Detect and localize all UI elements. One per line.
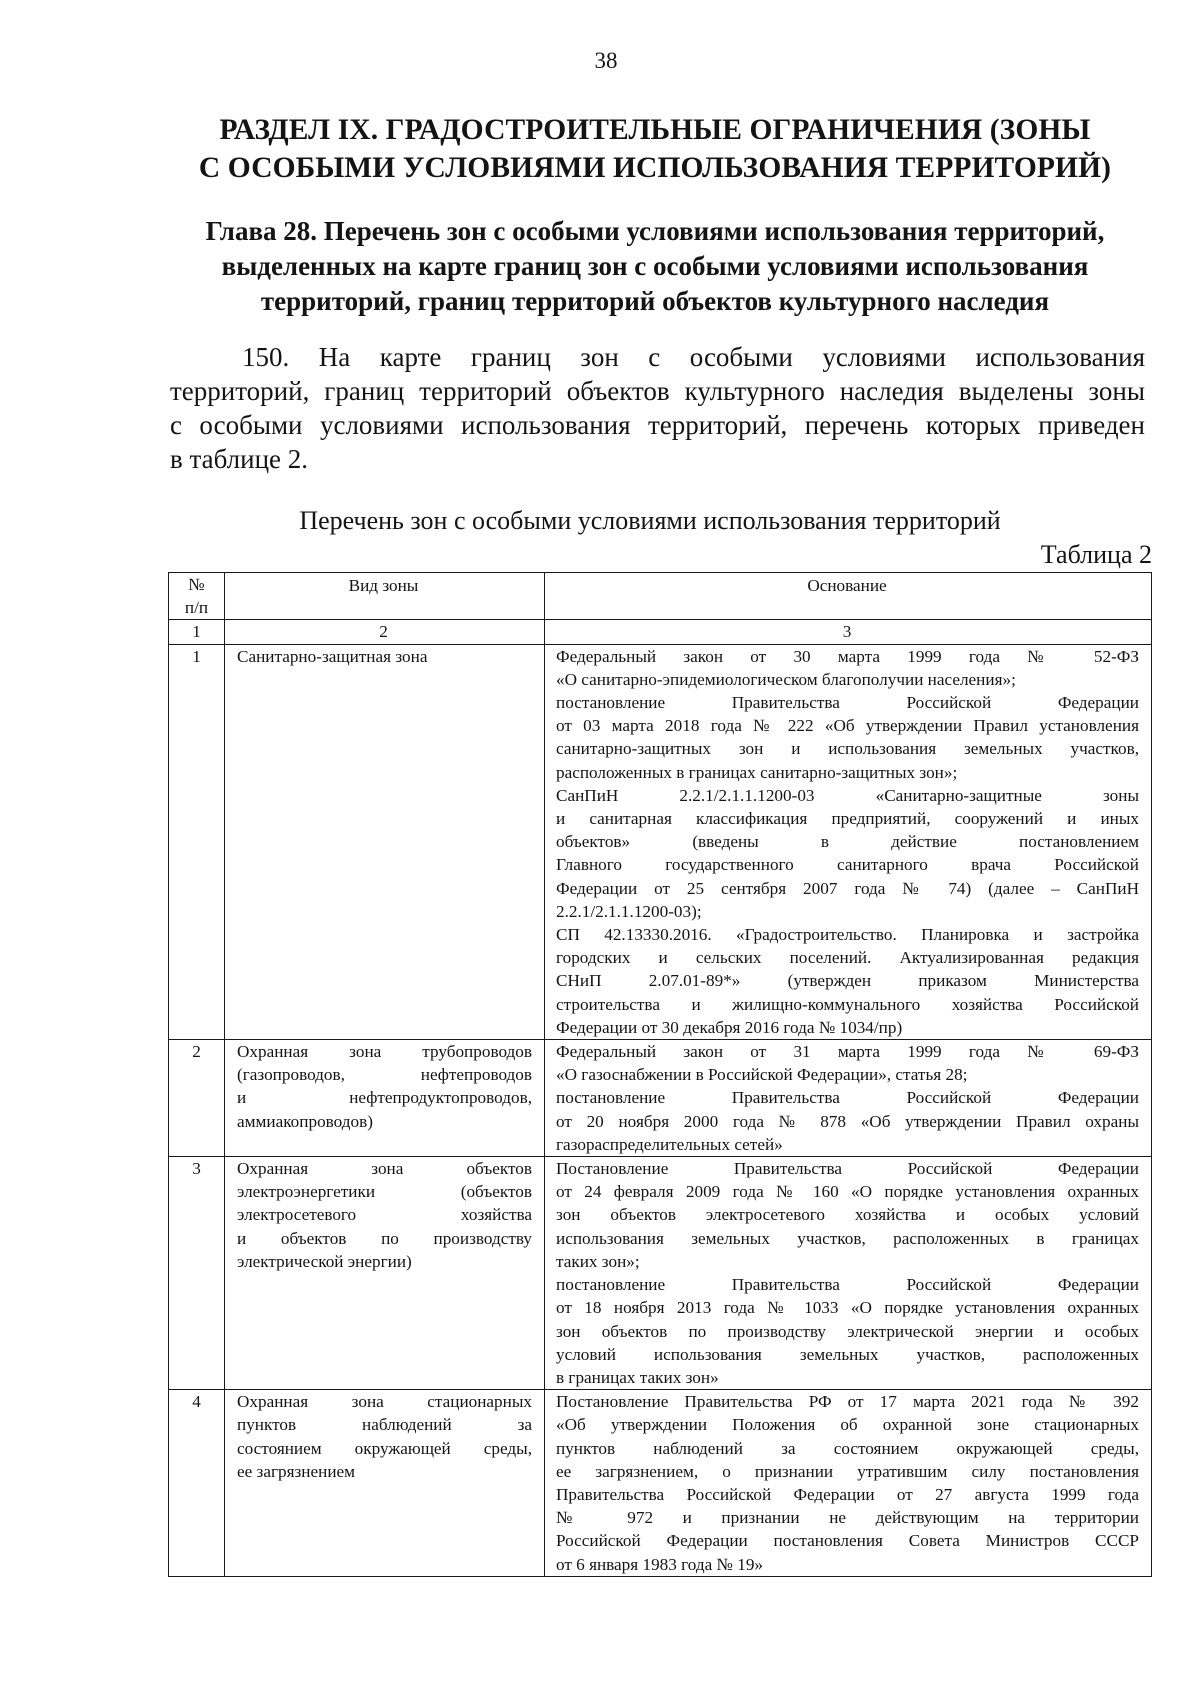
page-number: 38 xyxy=(594,48,618,73)
basis-line: «О газоснабжении в Российской Федерации», статья 28; xyxy=(556,1065,968,1085)
chapter-title-line: выделенных на карте границ зон с особыми условиями использования xyxy=(221,251,1089,281)
basis-cell xyxy=(545,1157,1152,1390)
basis-line: пунктов наблюдений за состоянием окружающей среды, xyxy=(556,1438,1139,1458)
basis-line: Федерации от 25 сентября 2007 года № 74) (далее – СанПиН xyxy=(556,878,1139,898)
zone-type-line: (газопроводов, нефтепроводов xyxy=(237,1065,532,1085)
section-title xyxy=(150,111,1160,187)
basis-line: от 20 ноября 2000 года № 878 «Об утверждении Правил охраны xyxy=(556,1111,1139,1131)
row-number: 2 xyxy=(169,1040,225,1157)
row-number: 1 xyxy=(169,644,225,1039)
header-num xyxy=(169,573,225,620)
basis-line: зон объектов по производству электрической энергии и особых xyxy=(556,1321,1139,1341)
zone-type-line: пунктов наблюдений за xyxy=(237,1415,532,1435)
basis-line: расположенных в границах санитарно-защитных зон»; xyxy=(556,762,958,782)
zone-type-line: Санитарно-защитная зона xyxy=(237,646,428,666)
basis-line: зон объектов электросетевого хозяйства и особых условий xyxy=(556,1205,1139,1225)
index-cell: 2 xyxy=(225,620,545,644)
basis-line: в границах таких зон» xyxy=(556,1367,719,1387)
basis-line: «О санитарно-эпидемиологическом благополучии населения»; xyxy=(556,669,1016,689)
basis-line: Федеральный закон от 30 марта 1999 года № 52-ФЗ xyxy=(556,646,1139,666)
basis-line: от 6 января 1983 года № 19» xyxy=(556,1554,764,1574)
zone-type-line: Охранная зона трубопроводов xyxy=(237,1042,532,1062)
basis-line: Главного государственного санитарного врача Российской xyxy=(556,855,1139,875)
paragraph-150 xyxy=(170,340,1145,476)
paragraph-line: территорий, границ территорий объектов культурного наследия выделены зоны xyxy=(170,376,1145,406)
row-number: 3 xyxy=(169,1157,225,1390)
basis-line: постановление Правительства Российской Федерации xyxy=(556,1088,1139,1108)
table-row xyxy=(169,644,1152,1039)
row-number: 4 xyxy=(169,1390,225,1577)
zone-type-cell xyxy=(225,1040,545,1157)
table-row xyxy=(169,1390,1152,1577)
table-row xyxy=(169,1040,1152,1157)
zone-type-line: Охранная зона объектов xyxy=(237,1159,532,1179)
zone-type-line: Охранная зона стационарных xyxy=(237,1392,532,1412)
zone-type-line: электросетевого хозяйства xyxy=(237,1205,532,1225)
basis-cell xyxy=(545,1390,1152,1577)
basis-line: строительства и жилищно-коммунального хозяйства Российской xyxy=(556,994,1139,1014)
basis-line: СНиП 2.07.01-89*» (утвержден приказом Министерства xyxy=(556,971,1139,991)
basis-line: СанПиН 2.2.1/2.1.1.1200-03 «Санитарно-защитные зоны xyxy=(556,785,1139,805)
index-cell: 3 xyxy=(545,620,1152,644)
paragraph-line: с особыми условиями использования территорий, перечень которых приведен xyxy=(170,410,1145,440)
zone-type-line: аммиакопроводов) xyxy=(237,1111,373,1131)
basis-line: таких зон»; xyxy=(556,1251,640,1271)
table-header-row xyxy=(169,573,1152,620)
header-num-abbrev: п/п xyxy=(184,598,209,618)
table-index-row xyxy=(169,620,1152,644)
basis-line: Правительства Российской Федерации от 27 августа 1999 года xyxy=(556,1484,1139,1504)
basis-line: СП 42.13330.2016. «Градостроительство. Планировка и застройка xyxy=(556,925,1139,945)
chapter-title xyxy=(150,214,1160,319)
paragraph-line: 150. На карте границ зон с особыми условиями использования xyxy=(242,342,1145,372)
section-title-line: С ОСОБЫМИ УСЛОВИЯМИ ИСПОЛЬЗОВАНИЯ ТЕРРИТОРИЙ) xyxy=(198,152,1112,184)
basis-line: и санитарная классификация предприятий, сооружений и иных xyxy=(556,809,1139,829)
header-zone-type: Вид зоны xyxy=(225,573,545,620)
basis-line: от 24 февраля 2009 года № 160 «О порядке установления охранных xyxy=(556,1182,1139,1202)
zone-type-line: электрической энергии) xyxy=(237,1251,412,1271)
basis-line: Постановление Правительства РФ от 17 марта 2021 года № 392 xyxy=(556,1392,1139,1412)
zone-type-cell xyxy=(225,1157,545,1390)
header-basis: Основание xyxy=(545,573,1152,620)
zone-type-line: электроэнергетики (объектов xyxy=(237,1182,532,1202)
basis-cell xyxy=(545,1040,1152,1157)
basis-line: объектов» (введены в действие постановлением xyxy=(556,832,1139,852)
basis-line: использования земельных участков, расположенных в границах xyxy=(556,1228,1139,1248)
zone-type-cell xyxy=(225,644,545,1039)
chapter-title-line: Глава 28. Перечень зон с особыми условиями использования территорий, xyxy=(205,216,1105,246)
zone-type-line: ее загрязнением xyxy=(237,1461,356,1481)
zone-type-line: и объектов по производству xyxy=(237,1228,532,1248)
zone-type-line: и нефтепродуктопроводов, xyxy=(237,1088,532,1108)
index-cell: 1 xyxy=(169,620,225,644)
table-label: Таблица 2 xyxy=(1040,540,1152,569)
basis-line: постановление Правительства Российской Федерации xyxy=(556,693,1139,713)
basis-line: постановление Правительства Российской Федерации xyxy=(556,1275,1139,1295)
zones-table xyxy=(168,572,1152,1577)
basis-line: Постановление Правительства Российской Федерации xyxy=(556,1159,1139,1179)
basis-line: № 972 и признании не действующим на территории xyxy=(556,1508,1139,1528)
basis-line: Федерации от 30 декабря 2016 года № 1034/пр) xyxy=(556,1017,903,1037)
paragraph-line: в таблице 2. xyxy=(170,444,309,474)
basis-line: Российской Федерации постановления Совета Министров СССР xyxy=(556,1531,1139,1551)
basis-line: городских и сельских поселений. Актуализированная редакция xyxy=(556,948,1139,968)
basis-line: газораспределительных сетей» xyxy=(556,1134,783,1154)
table-row xyxy=(169,1157,1152,1390)
chapter-title-line: территорий, границ территорий объектов культурного наследия xyxy=(260,286,1050,316)
basis-cell xyxy=(545,644,1152,1039)
basis-line: Федеральный закон от 31 марта 1999 года № 69-ФЗ xyxy=(556,1042,1139,1062)
zone-type-line: состоянием окружающей среды, xyxy=(237,1438,532,1458)
table-caption: Перечень зон с особыми условиями использования территорий xyxy=(299,506,1001,535)
basis-line: санитарно-защитных зон и использования земельных участков, xyxy=(556,739,1139,759)
section-title-line: РАЗДЕЛ IX. ГРАДОСТРОИТЕЛЬНЫЕ ОГРАНИЧЕНИЯ (ЗОНЫ xyxy=(219,114,1091,146)
basis-line: 2.2.1/2.1.1.1200-03); xyxy=(556,901,702,921)
header-num-symbol: № xyxy=(188,575,205,594)
basis-line: условий использования земельных участков, расположенных xyxy=(556,1344,1139,1364)
basis-line: ее загрязнением, о признании утратившим силу постановления xyxy=(556,1461,1139,1481)
basis-line: от 18 ноября 2013 года № 1033 «О порядке установления охранных xyxy=(556,1298,1139,1318)
zone-type-cell xyxy=(225,1390,545,1577)
basis-line: «Об утверждении Положения об охранной зоне стационарных xyxy=(556,1415,1139,1435)
basis-line: от 03 марта 2018 года № 222 «Об утверждении Правил установления xyxy=(556,716,1139,736)
